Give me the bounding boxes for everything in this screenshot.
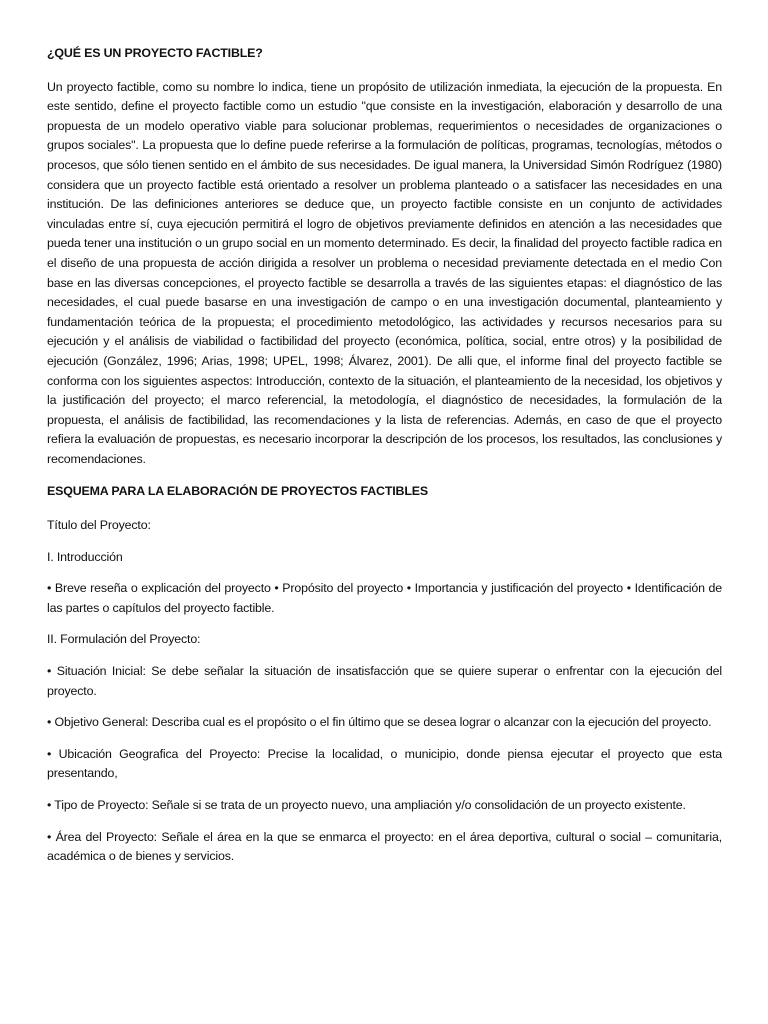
bullet-area-proyecto: • Área del Proyecto: Señale el área en la que se enmarca el proyecto: en el área deportiva, cultural o social – comunitaria, académica o de bienes y servicios. [47,829,722,864]
bullet-situacion-inicial: • Situación Inicial: Se debe señalar la situación de insatisfacción que se quiere superar o enfrentar con la ejecución del proyecto. [47,664,722,698]
section-introduccion-bullets: • Breve reseña o explicación del proyecto • Propósito del proyecto • Importancia y justificación del proyecto • Identificación de las partes o capítulos del proyecto factible. [47,581,722,615]
document-page [47,44,722,879]
section-formulacion-title: II. Formulación del Proyecto: [47,632,201,647]
bullet-tipo-proyecto: • Tipo de Proyecto: Señale si se trata de un proyecto nuevo, una ampliación y/o consolidación de un proyecto existente. [47,798,686,812]
schema-heading: ESQUEMA PARA LA ELABORACIÓN DE PROYECTOS FACTIBLES [47,484,428,499]
bullet-objetivo-general: • Objetivo General: Describa cual es el propósito o el fin último que se desea lograr o alcanzar con la ejecución del proyecto. [47,715,712,730]
section-introduccion-title: I. Introducción [47,549,123,564]
bullet-ubicacion-geografica: • Ubicación Geografica del Proyecto: Precise la localidad, o municipio, donde piensa ejecutar el proyecto que esta presentando, [47,746,722,781]
project-title-label: Título del Proyecto: [47,518,151,533]
intro-paragraph: Un proyecto factible, como su nombre lo indica, tiene un propósito de utilización inmediata, la ejecución de la propuesta. En este sentido, define el proyecto factible como un estudio "que consiste en la investigación, elaboración y desarrollo de una propuesta de un modelo operativo viable para solucionar problemas, requerimientos o necesidades de organizaciones o grupos sociales". La propuesta que lo define puede referirse a la formulación de políticas, programas, tecnologías, métodos o procesos, que sólo tienen sentido en el ámbito de sus necesidades. De igual manera, la Universidad Simón Rodríguez (1980) considera que un proyecto factible está orientado a resolver un problema planteado o a satisfacer las necesidades en una institución. De las definiciones anteriores se deduce que, un proyecto factible consiste en un conjunto de actividades vinculadas entre sí, cuya ejecución permitirá el logro de objetivos previamente definidos en atención a las necesidades que pueda tener una institución o un grupo social en un momento determinado. Es decir, la finalidad del proyecto factible radica en el diseño de una propuesta de acción dirigida a resolver un problema o necesidad previamente detectada en el medio Con base en las diversas concepciones, el proyecto factible se desarrolla a través de las siguientes etapas: el diagnóstico de las necesidades, el cual puede basarse en una investigación de campo o en una investigación documental, planteamiento y fundamentación teórica de la propuesta; el procedimiento metodológico, las actividades y recursos necesarios para su ejecución y el análisis de viabilidad o factibilidad del proyecto (económica, política, social, entre otros) y la posibilidad de ejecución (González, 1996; Arias, 1998; UPEL, 1998; Álvarez, 2001). De alli que, el informe final del proyecto factible se conforma con los siguientes aspectos: Introducción, contexto de la situación, el planteamiento de la necesidad, los objetivos y la justificación del proyecto; el marco referencial, la metodología, el diagnóstico de necesidades, la formulación de la propuesta, el análisis de factibilidad, las recomendaciones y la lista de referencias. Además, en caso de que el proyecto refiera la evaluación de propuestas, es necesario incorporar la descripción de los procesos, los resultados, las conclusiones y recomendaciones. [47,79,722,466]
document-heading: ¿QUÉ ES UN PROYECTO FACTIBLE? [47,46,263,60]
